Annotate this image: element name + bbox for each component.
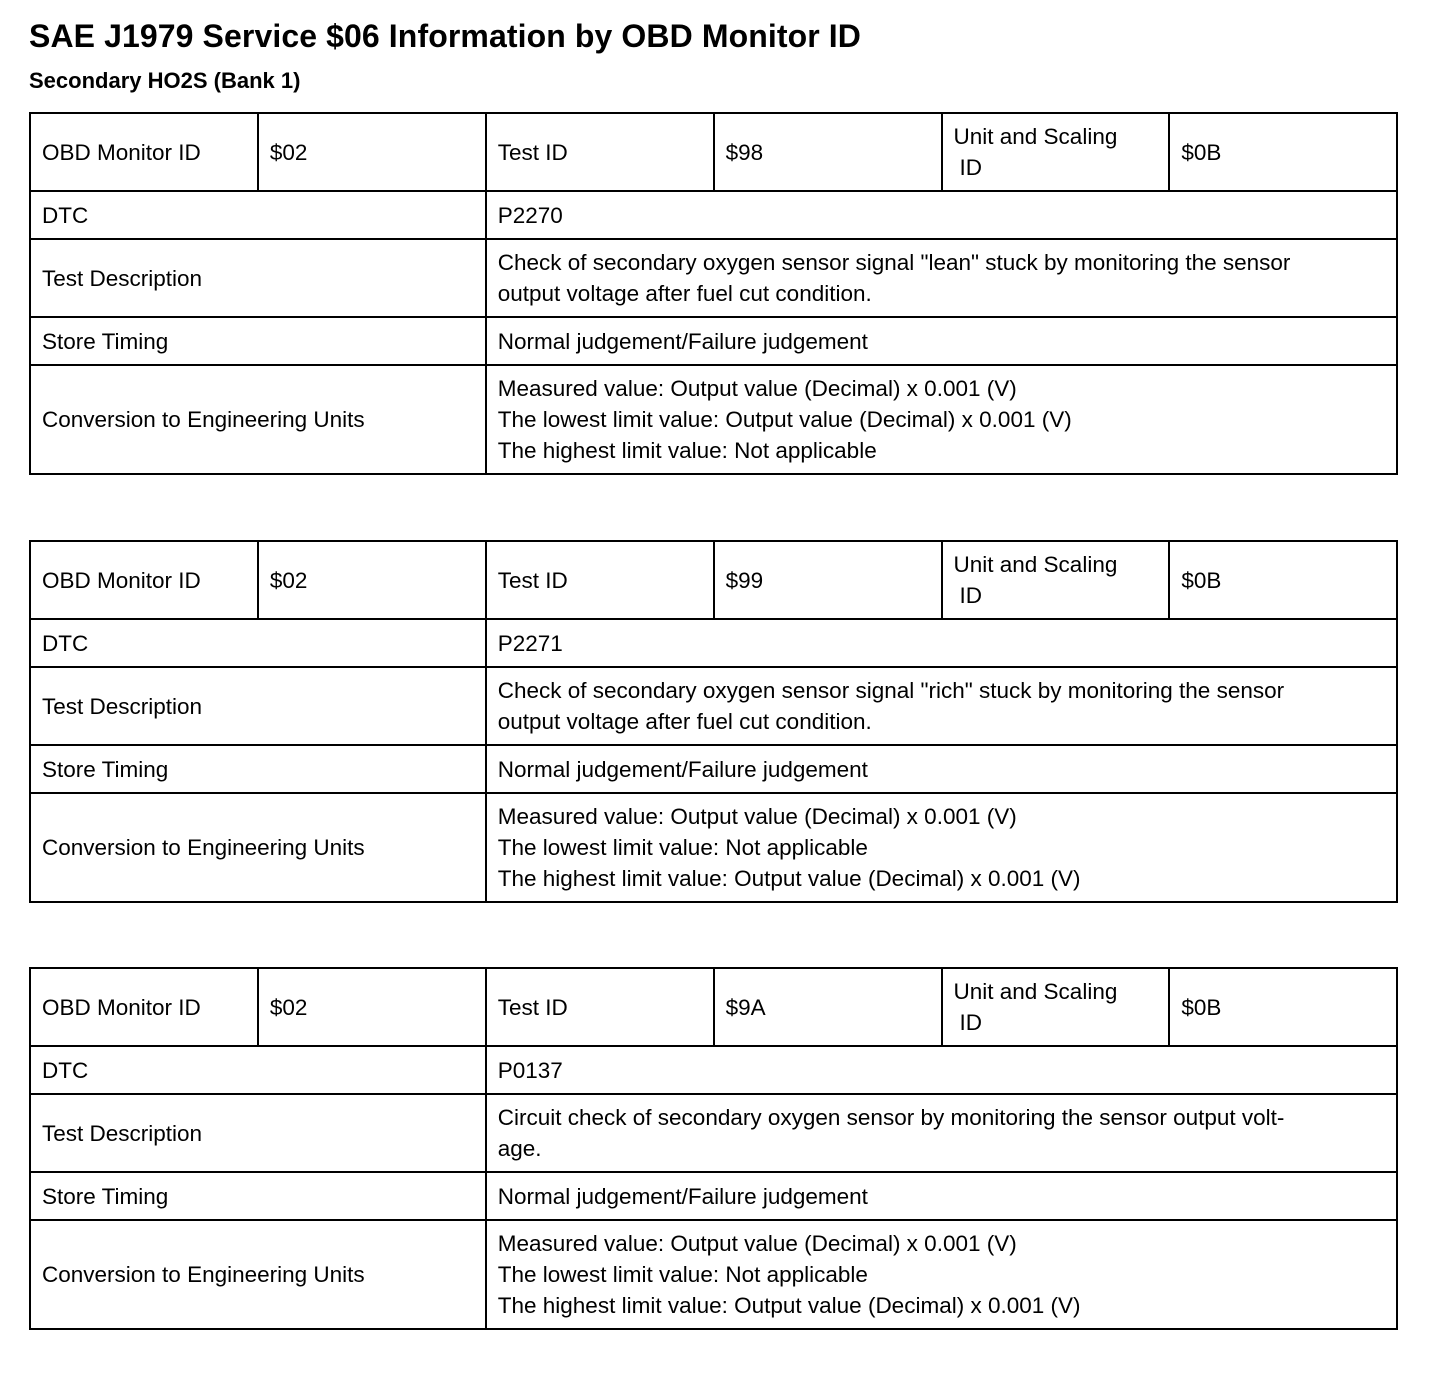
table-row: [30, 365, 1397, 474]
table-row: [30, 113, 1397, 191]
conversion-line: Measured value: Output value (Decimal) x 0.001 (V): [497, 1231, 1017, 1256]
test-id-value: $98: [714, 113, 942, 191]
table-row: [30, 667, 1397, 745]
conversion-line: The highest limit value: Output value (Decimal) x 0.001 (V): [497, 1293, 1081, 1318]
conversion-line: The highest limit value: Output value (Decimal) x 0.001 (V): [497, 866, 1081, 891]
table-row: [30, 1046, 1397, 1094]
test-description-value: [486, 1094, 1397, 1172]
table-row: [30, 745, 1397, 793]
test-description-label: Test Description: [30, 239, 486, 317]
dtc-label: DTC: [30, 619, 486, 667]
unit-scaling-id-label: [942, 113, 1170, 191]
conversion-value: [486, 1220, 1397, 1329]
conversion-line: Measured value: Output value (Decimal) x 0.001 (V): [497, 376, 1017, 401]
description-line: output voltage after fuel cut condition.: [497, 281, 872, 306]
dtc-value: P2270: [486, 191, 1397, 239]
page-subtitle: Secondary HO2S (Bank 1): [29, 68, 301, 93]
test-id-label: Test ID: [486, 968, 714, 1046]
test-id-label: Test ID: [486, 113, 714, 191]
description-line: Circuit check of secondary oxygen sensor by monitoring the sensor output volt-: [497, 1105, 1285, 1130]
test-id-value: $9A: [714, 968, 942, 1046]
conversion-line: The highest limit value: Not applicable: [497, 438, 877, 463]
dtc-value: P0137: [486, 1046, 1397, 1094]
store-timing-value: Normal judgement/Failure judgement: [486, 745, 1397, 793]
unit-scaling-id-label: [942, 968, 1170, 1046]
store-timing-label: Store Timing: [30, 317, 486, 365]
obd-monitor-id-label: OBD Monitor ID: [30, 968, 258, 1046]
table-row: [30, 619, 1397, 667]
conversion-label: Conversion to Engineering Units: [30, 1220, 486, 1329]
table-row: [30, 793, 1397, 902]
test-description-value: [486, 239, 1397, 317]
store-timing-label: Store Timing: [30, 1172, 486, 1220]
description-line: age.: [497, 1136, 542, 1161]
conversion-line: The lowest limit value: Output value (Decimal) x 0.001 (V): [497, 407, 1072, 432]
unit-scaling-id-label: [942, 541, 1170, 619]
unit-scaling-label-line1: Unit and Scaling: [953, 124, 1118, 149]
unit-scaling-id-value: $0B: [1169, 968, 1397, 1046]
table-row: [30, 191, 1397, 239]
table-row: [30, 1094, 1397, 1172]
description-line: output voltage after fuel cut condition.: [497, 709, 872, 734]
obd-monitor-id-label: OBD Monitor ID: [30, 113, 258, 191]
conversion-label: Conversion to Engineering Units: [30, 365, 486, 474]
conversion-value: [486, 793, 1397, 902]
table-row: [30, 1220, 1397, 1329]
monitor-table: [29, 540, 1398, 903]
test-description-value: [486, 667, 1397, 745]
conversion-value: [486, 365, 1397, 474]
description-line: Check of secondary oxygen sensor signal "lean" stuck by monitoring the sensor: [497, 250, 1291, 275]
test-id-value: $99: [714, 541, 942, 619]
monitor-table: [29, 112, 1398, 475]
obd-monitor-id-label: OBD Monitor ID: [30, 541, 258, 619]
dtc-label: DTC: [30, 1046, 486, 1094]
table-row: [30, 317, 1397, 365]
table-row: [30, 239, 1397, 317]
test-description-label: Test Description: [30, 1094, 486, 1172]
table-row: [30, 1172, 1397, 1220]
conversion-label: Conversion to Engineering Units: [30, 793, 486, 902]
table-row: [30, 541, 1397, 619]
description-line: Check of secondary oxygen sensor signal "rich" stuck by monitoring the sensor: [497, 678, 1285, 703]
unit-scaling-id-value: $0B: [1169, 541, 1397, 619]
conversion-line: The lowest limit value: Not applicable: [497, 1262, 868, 1287]
obd-monitor-id-value: $02: [258, 541, 486, 619]
test-id-label: Test ID: [486, 541, 714, 619]
unit-scaling-label-line1: Unit and Scaling: [953, 552, 1118, 577]
test-description-label: Test Description: [30, 667, 486, 745]
obd-monitor-id-value: $02: [258, 113, 486, 191]
store-timing-label: Store Timing: [30, 745, 486, 793]
monitor-table: [29, 967, 1398, 1330]
dtc-value: P2271: [486, 619, 1397, 667]
store-timing-value: Normal judgement/Failure judgement: [486, 317, 1397, 365]
unit-scaling-label-line1: Unit and Scaling: [953, 979, 1118, 1004]
dtc-label: DTC: [30, 191, 486, 239]
obd-monitor-id-value: $02: [258, 968, 486, 1046]
unit-scaling-label-line2: ID: [959, 583, 982, 608]
unit-scaling-label-line2: ID: [959, 155, 982, 180]
table-row: [30, 968, 1397, 1046]
conversion-line: The lowest limit value: Not applicable: [497, 835, 868, 860]
conversion-line: Measured value: Output value (Decimal) x 0.001 (V): [497, 804, 1017, 829]
store-timing-value: Normal judgement/Failure judgement: [486, 1172, 1397, 1220]
unit-scaling-label-line2: ID: [959, 1010, 982, 1035]
page-title: SAE J1979 Service $06 Information by OBD Monitor ID: [29, 18, 862, 54]
unit-scaling-id-value: $0B: [1169, 113, 1397, 191]
